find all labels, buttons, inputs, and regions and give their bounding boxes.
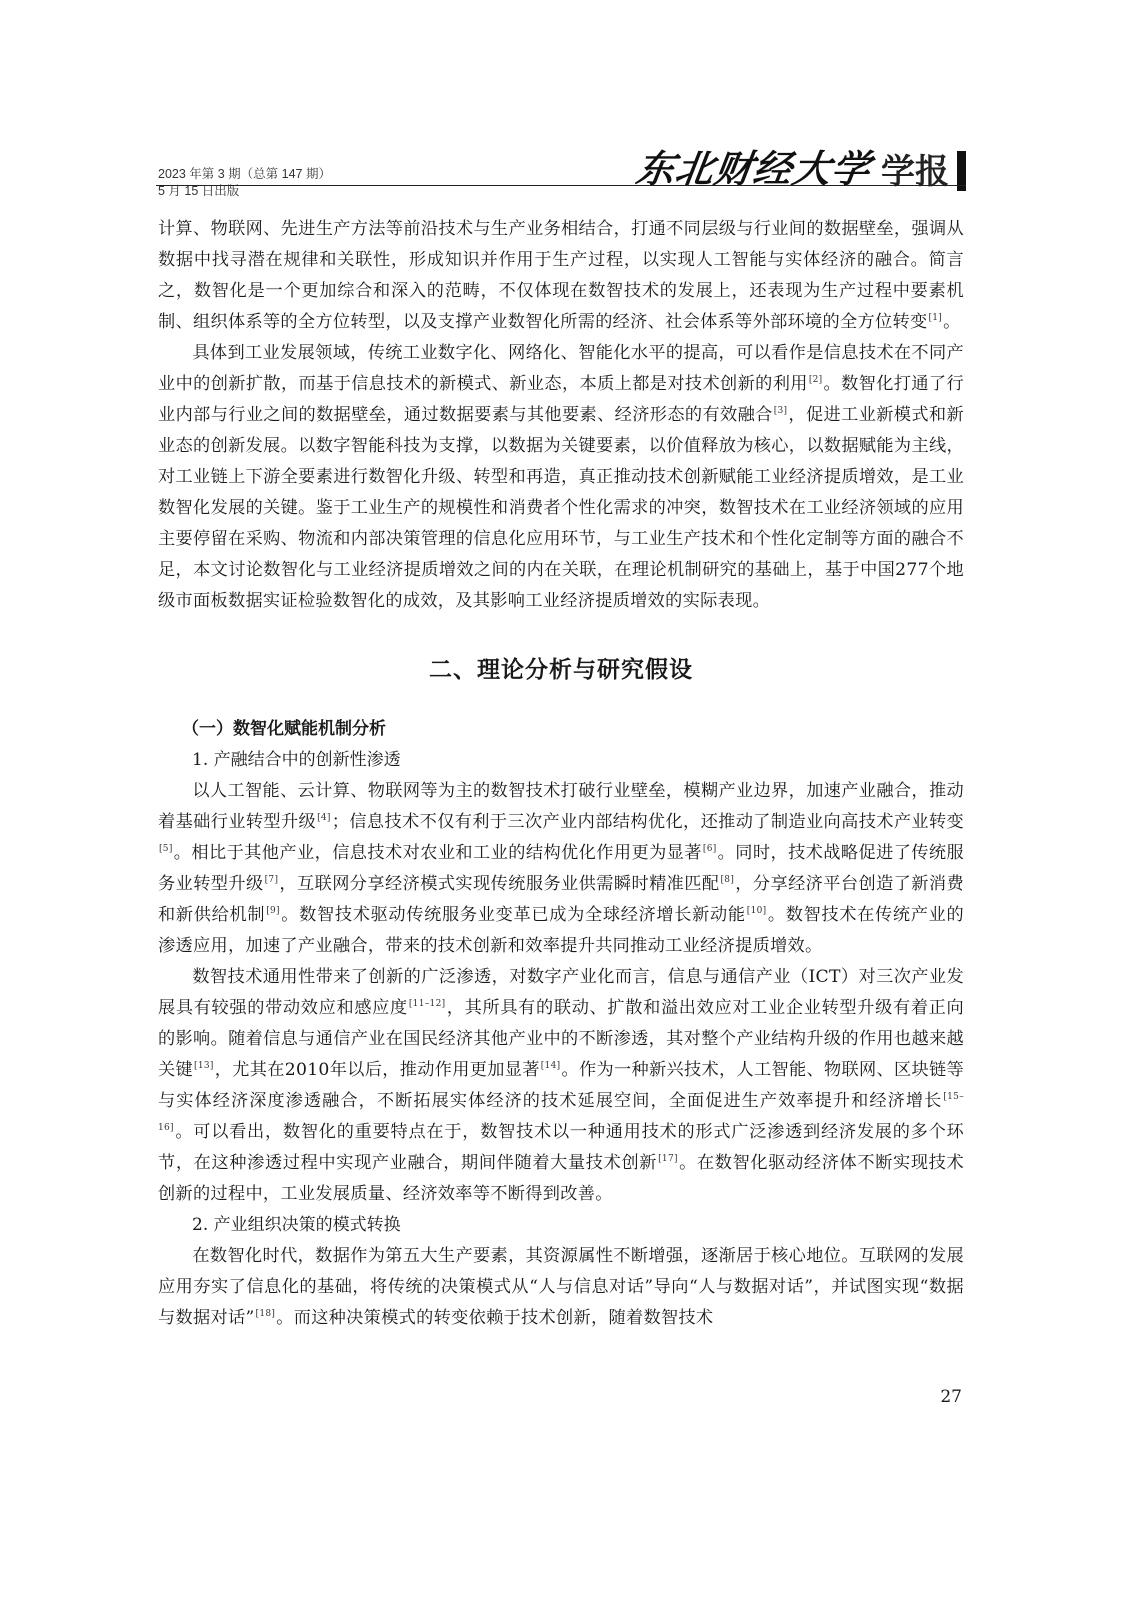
header-rule (156, 185, 966, 186)
paragraph-text: 在数智化时代，数据作为第五大生产要素，其资源属性不断增强，逐渐居于核心地位。互联网的发展应用夯实了信息化的基础，将传统的决策模式从“人与信息对话”导向“人与数据对话”，并试图实现“数据与数据对话” (158, 1246, 964, 1328)
paragraph-text: 。数智化打通了行业内部与行业之间的数据壁垒，通过数据要素与其他要素、经济形态的有效融合 (158, 374, 964, 425)
page-number: 27 (940, 1387, 962, 1407)
intro-paragraphs (158, 214, 964, 617)
publish-date: 5 月 15 日出版 (158, 184, 240, 198)
journal-suffix: 学报 (881, 152, 949, 192)
paragraph-text: ，尤其在2010年以后，推动作用更加显著 (214, 1060, 540, 1080)
citation-ref[interactable]: [14] (540, 1061, 561, 1072)
subsubsection-title-1: 1. 产融结合中的创新性渗透 (192, 750, 401, 770)
citation-ref[interactable]: [7] (264, 875, 279, 886)
paragraph-text: 具体到工业发展领域，传统工业数字化、网络化、智能化水平的提高，可以看作是信息技术在不同产业中的创新扩散，而基于信息技术的新模式、新业态，本质上都是对技术创新的利用 (158, 343, 964, 394)
citation-ref[interactable]: [15–16] (158, 1092, 964, 1134)
issue-line: 2023 年第 3 期（总第 147 期） (158, 167, 331, 181)
paragraph-text: ，分享经济平台创造了新消费和新供给机制 (158, 874, 964, 925)
subsection-2-paragraphs (158, 1241, 964, 1334)
citation-ref[interactable]: [11–12] (408, 999, 446, 1010)
citation-ref[interactable]: [5] (159, 844, 173, 855)
citation-ref[interactable]: [4] (317, 813, 331, 824)
paragraph-text: 。数智技术驱动传统服务业变革已成为全球经济增长新动能 (280, 905, 746, 925)
paragraph (158, 962, 964, 1210)
citation-ref[interactable]: [8] (720, 875, 735, 886)
citation-ref[interactable]: [10] (746, 906, 767, 917)
paragraph-text: 。同时，技术战略促进了传统服务业转型升级 (158, 843, 964, 894)
section-title: 二、理论分析与研究假设 (429, 657, 693, 683)
issue-info (158, 166, 331, 200)
citation-ref[interactable]: [13] (194, 1061, 214, 1072)
paragraph-text: ，促进工业新模式和新业态的创新发展。以数字智能科技为支撑，以数据为关键要素，以价值释放为核心，以数据赋能为主线，对工业链上下游全要素进行数智化升级、转型和再造，真正推动技术创新赋能工业经济提质增效，是工业数智化发展的关键。鉴于工业生产的规模性和消费者个性化需求的冲突，数智技术在工业经济领域的应用主要停留在采购、物流和内部决策管理的信息化应用环节，与工业生产技术和个性化定制等方面的融合不足，本文讨论数智化与工业经济提质增效之间的内在关联，在理论机制研究的基础上，基于中国277个地级市面板数据实证检验数智化的成效，及其影响工业经济提质增效的实际表现。 (158, 405, 964, 611)
subsection-1-paragraphs (158, 776, 964, 1210)
journal-logo: 东北财经大学 (633, 146, 874, 191)
paragraph-text: ，其所具有的联动、扩散和溢出效应对工业企业转型升级有着正向的影响。随着信息与通信产业在国民经济其他产业中的不断渗透，其对整个产业结构升级的作用也越来越关键 (158, 998, 964, 1080)
paragraph (158, 214, 964, 338)
paragraph-text: 。而这种决策模式的转变依赖于技术创新，随着数智技术 (276, 1308, 714, 1328)
subsubsection-title-2: 2. 产业组织决策的模式转换 (192, 1215, 401, 1235)
citation-ref[interactable]: [9] (266, 906, 280, 917)
subsection-title: （一）数智化赋能机制分析 (182, 719, 386, 739)
paragraph-text: 。相比于其他产业，信息技术对农业和工业的结构优化作用更为显著 (173, 843, 702, 863)
paragraph (158, 1241, 964, 1334)
citation-ref[interactable]: [6] (702, 844, 717, 855)
paragraph-text: 。可以看出，数智化的重要特点在于，数智技术以一种通用技术的形式广泛渗透到经济发展的多个环节，在这种渗透过程中实现产业融合，期间伴随着大量技术创新 (158, 1122, 964, 1173)
citation-ref[interactable]: [1] (928, 313, 943, 324)
paragraph-text: 。 (943, 312, 961, 332)
paragraph-text: 。数智技术在传统产业的渗透应用，加速了产业融合，带来的技术创新和效率提升共同推动工业经济提质增效。 (158, 905, 964, 956)
citation-ref[interactable]: [18] (255, 1309, 276, 1320)
paragraph-text: 计算、物联网、先进生产方法等前沿技术与生产业务相结合，打通不同层级与行业间的数据壁垒，强调从数据中找寻潜在规律和关联性，形成知识并作用于生产过程，以实现人工智能与实体经济的融合。简言之，数智化是一个更加综合和深入的范畴，不仅体现在数智技术的发展上，还表现为生产过程中要素机制、组织体系等的全方位转型，以及支撑产业数智化所需的经济、社会体系等外部环境的全方位转变 (158, 219, 964, 332)
citation-ref[interactable]: [3] (773, 406, 788, 417)
paragraph (158, 338, 964, 617)
paragraph-text: 以人工智能、云计算、物联网等为主的数智技术打破行业壁垒，模糊产业边界，加速产业融合，推动着基础行业转型升级 (158, 781, 964, 832)
paragraph-text: ；信息技术不仅有利于三次产业内部结构优化，还推动了制造业向高技术产业转变 (331, 812, 964, 832)
citation-ref[interactable]: [2] (808, 375, 823, 386)
paragraph-text: 数智技术通用性带来了创新的广泛渗透，对数字产业化而言，信息与通信产业（ICT）对三次产业发展具有较强的带动效应和感应度 (158, 967, 964, 1018)
article-body (158, 214, 964, 1334)
citation-ref[interactable]: [17] (658, 1154, 678, 1165)
paragraph-text: ，互联网分享经济模式实现传统服务业供需瞬时精准匹配 (279, 874, 720, 894)
paragraph (158, 776, 964, 962)
paragraph-text: 。在数智化驱动经济体不断实现技术创新的过程中，工业发展质量、经济效率等不断得到改善。 (158, 1153, 964, 1204)
paragraph-text: 。作为一种新兴技术，人工智能、物联网、区块链等与实体经济深度渗透融合，不断拓展实体经济的技术延展空间，全面促进生产效率提升和经济增长 (158, 1060, 964, 1111)
